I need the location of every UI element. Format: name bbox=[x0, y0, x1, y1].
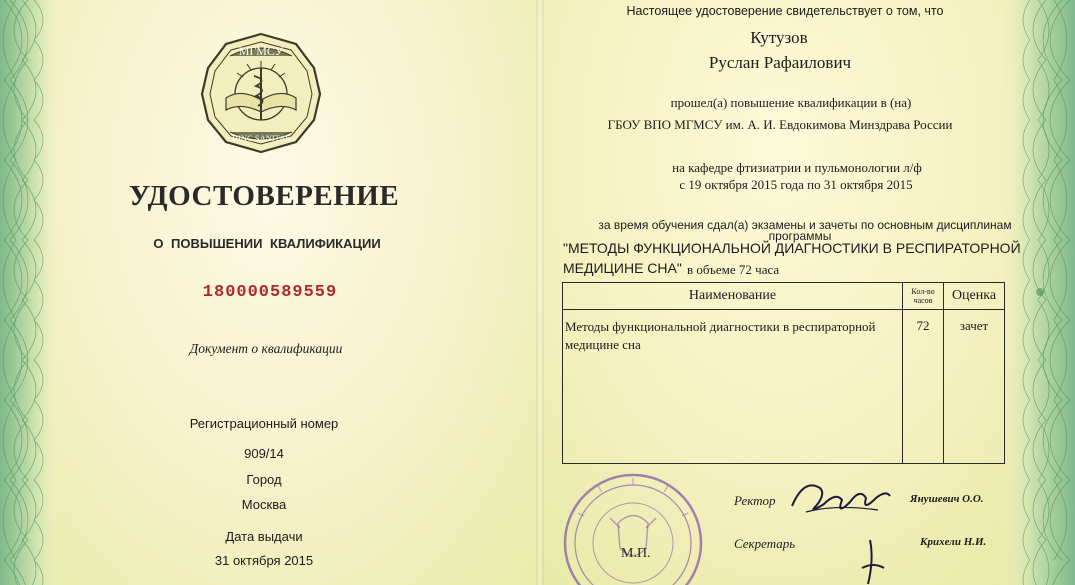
issue-date-label: Дата выдачи bbox=[225, 529, 303, 544]
emblem-bottom-text: HINC SANITAS bbox=[231, 133, 291, 143]
exams-line: за время обучения сдал(а) экзамены и зачеты по основным дисциплинам bbox=[598, 218, 1012, 232]
city-value: Москва bbox=[241, 497, 287, 512]
department: на кафедре фтизиатрии и пульмонологии л/ф bbox=[672, 160, 922, 175]
secretary-name: Крихели Н.И. bbox=[920, 536, 987, 548]
program-title-line2: МЕДИЦИНЕ СНА" bbox=[563, 260, 682, 276]
certificate-number: 180000589559 bbox=[202, 283, 338, 302]
col-grade-label: Оценка bbox=[951, 288, 997, 303]
city-label: Город bbox=[246, 472, 282, 487]
registration-label: Регистрационный номер bbox=[189, 416, 339, 431]
row1-grade: зачет bbox=[944, 310, 1005, 464]
stamp-mp-label: М.П. bbox=[621, 546, 651, 561]
rector-signature bbox=[786, 474, 896, 522]
document-type: Документ о квалификации bbox=[189, 341, 343, 356]
col-header-hours bbox=[903, 283, 944, 310]
row1-name-line1: Методы функциональной диагностики в респираторной bbox=[565, 319, 876, 334]
certificate-title: УДОСТОВЕРЕНИЕ bbox=[128, 180, 400, 212]
row1-hours: 72 bbox=[903, 310, 944, 464]
grades-table bbox=[562, 282, 1005, 464]
table-header-row bbox=[563, 283, 1005, 310]
institution: ГБОУ ВПО МГМСУ им. А. И. Евдокимова Минздрава России bbox=[607, 117, 953, 132]
intro-line: Настоящее удостоверение свидетельствует о том, что bbox=[626, 4, 944, 18]
col-header-grade bbox=[944, 283, 1005, 310]
passed-line: прошел(а) повышение квалификации в (на) bbox=[670, 95, 912, 110]
official-stamp bbox=[558, 468, 708, 585]
col-header-name bbox=[563, 283, 903, 310]
left-guilloche-border bbox=[0, 0, 60, 585]
right-guilloche-border bbox=[1000, 0, 1075, 585]
program-label: программы bbox=[768, 229, 832, 243]
row1-name bbox=[563, 310, 903, 464]
issue-date-value: 31 октября 2015 bbox=[214, 553, 314, 568]
secretary-label: Секретарь bbox=[734, 536, 796, 551]
program-volume: в объеме 72 часа bbox=[687, 262, 780, 277]
certificate-subtitle: О ПОВЫШЕНИИ КВАЛИФИКАЦИИ bbox=[153, 236, 381, 251]
col-hours-label-1: Кол-во bbox=[911, 287, 935, 296]
holder-surname: Кутузов bbox=[750, 28, 808, 47]
registration-value: 909/14 bbox=[244, 446, 284, 461]
study-period: с 19 октября 2015 года по 31 октября 2015 bbox=[679, 177, 913, 192]
emblem-top-text: МГМСУ bbox=[238, 44, 284, 58]
col-hours-label-2: часов bbox=[913, 296, 933, 305]
holder-name: Руслан Рафаилович bbox=[708, 53, 852, 72]
table-row bbox=[563, 310, 1005, 464]
page-fold bbox=[536, 0, 544, 585]
program-title-line1: "МЕТОДЫ ФУНКЦИОНАЛЬНОЙ ДИАГНОСТИКИ В РЕСПИРАТОРНОЙ bbox=[563, 240, 1021, 256]
col-name-label: Наименование bbox=[688, 288, 777, 303]
row1-name-line2: медицине сна bbox=[565, 337, 641, 352]
rector-name: Янушевич О.О. bbox=[910, 493, 984, 505]
rector-label: Ректор bbox=[734, 493, 776, 508]
secretary-signature bbox=[840, 538, 890, 585]
university-emblem bbox=[196, 28, 326, 158]
